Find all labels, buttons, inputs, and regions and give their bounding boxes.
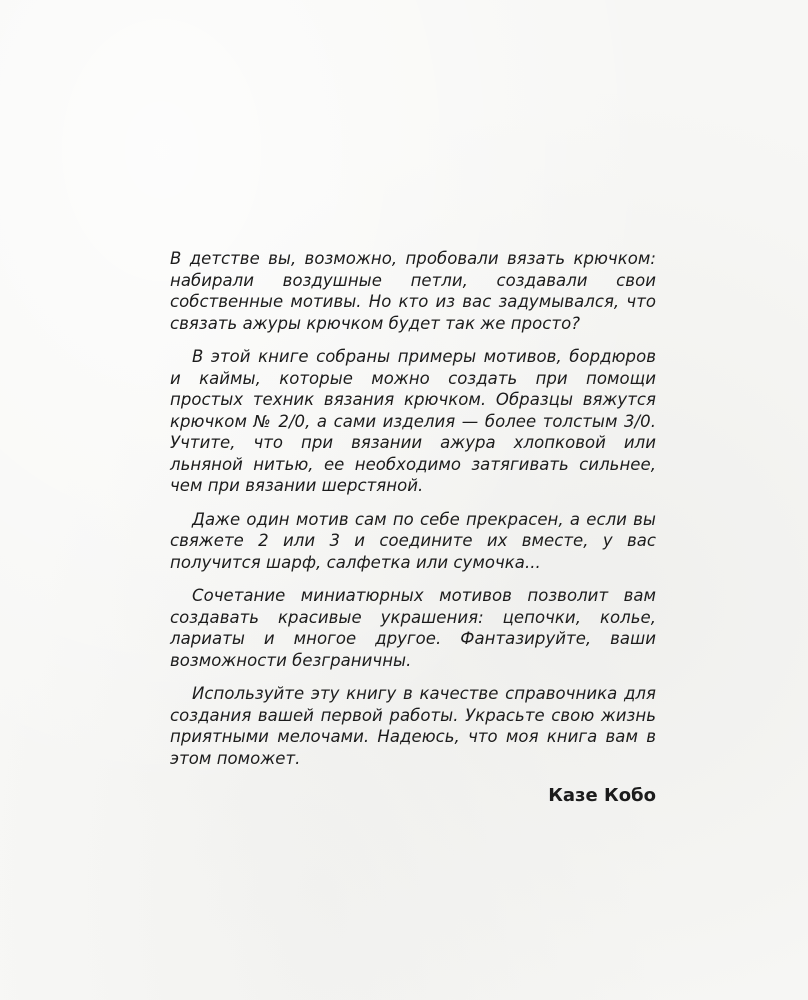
paragraph-2: В этой книге собраны примеры мотивов, бордюров и каймы, которые можно создать при помощи простых техник вязания крючком. Образцы вяжутся крючком № 2/0, а сами изделия — более толстым 3/0. Учтите, что при вязании ажура хлопковой или льняной нитью, ее необходимо затягивать сильнее, чем при вязании шерстяной. [170,347,656,495]
paragraph-1: В детстве вы, возможно, пробовали вязать крючком: набирали воздушные петли, создавали свои собственные мотивы. Но кто из вас задумывался, что связать ажуры крючком будет так же просто? [170,249,656,333]
author-signature: Казе Кобо [548,785,656,806]
paragraph-3: Даже один мотив сам по себе прекрасен, а если вы свяжете 2 или 3 и соедините их вместе, у вас получится шарф, салфетка или сумочка... [170,509,656,572]
paragraph-4: Сочетание миниатюрных мотивов позволит вам создавать красивые украшения: цепочки, колье, лариаты и многое другое. Фантазируйте, ваши возможности безграничны. [170,586,656,670]
paragraph-5: Используйте эту книгу в качестве справочника для создания вашей первой работы. Украсьте свою жизнь приятными мелочами. Надеюсь, что моя книга вам в этом поможет. [170,684,656,768]
foreword-text [170,248,656,807]
